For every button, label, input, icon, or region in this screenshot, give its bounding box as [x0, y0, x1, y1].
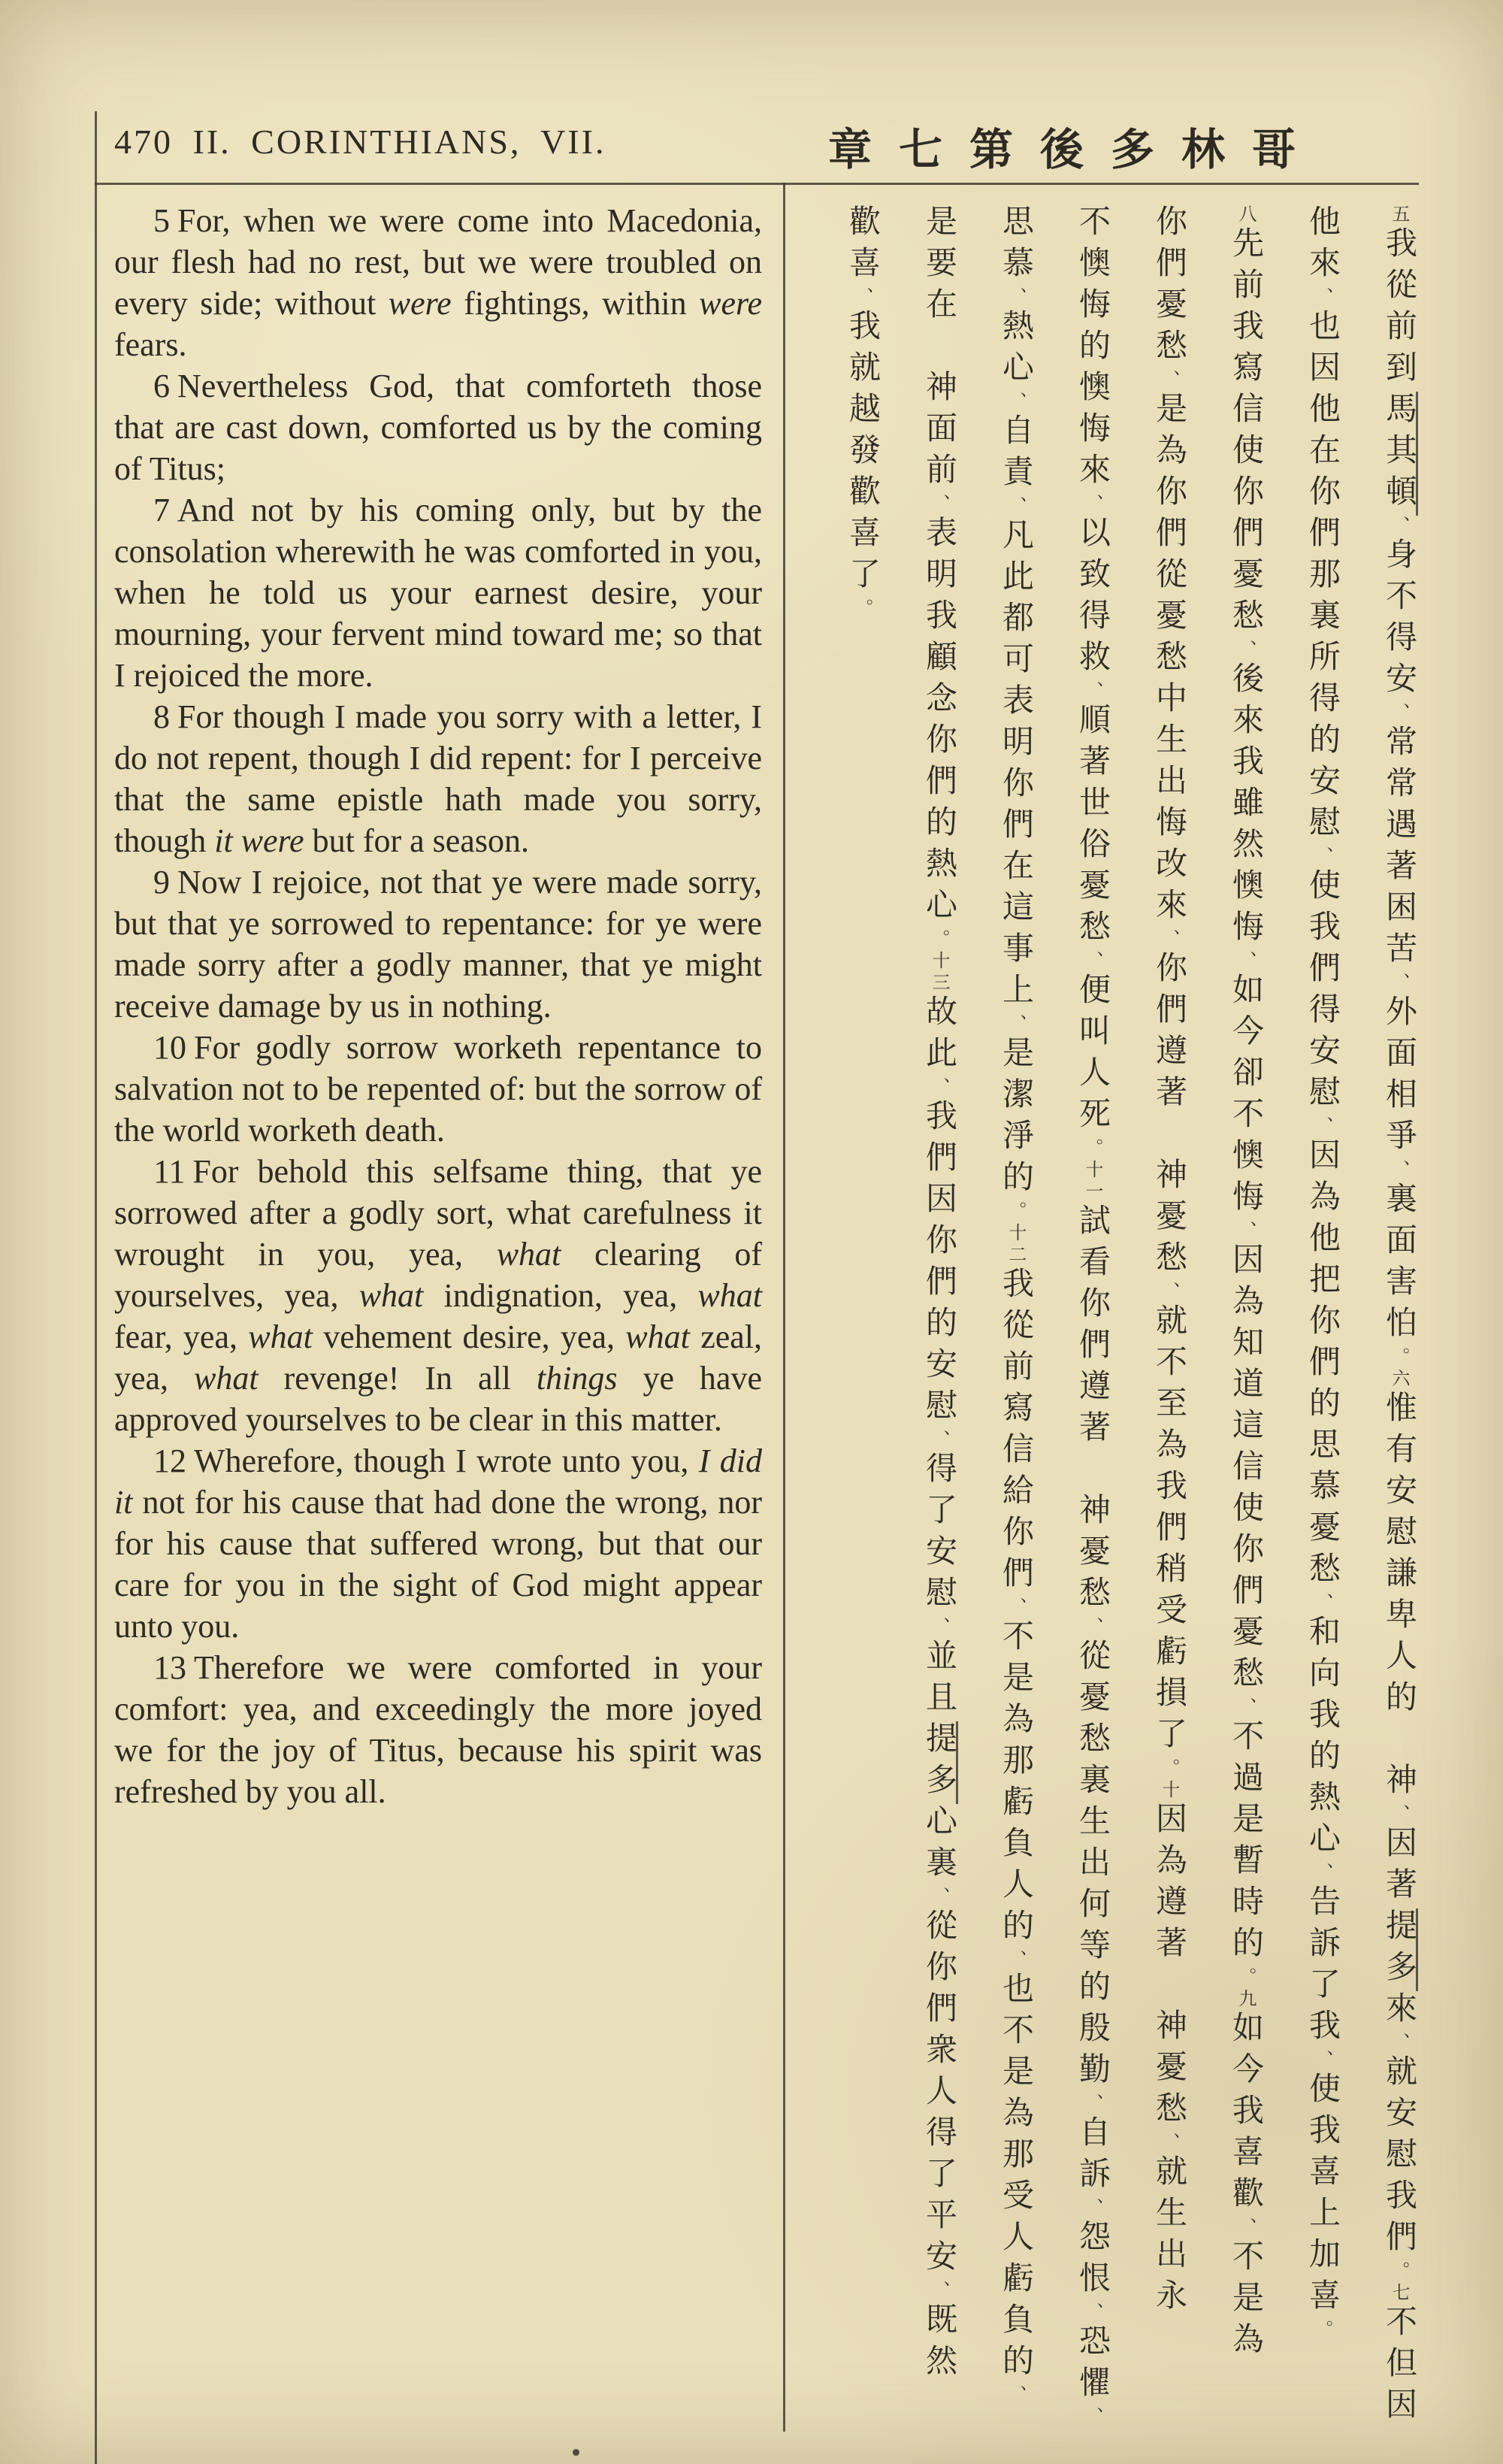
verse-number: 11: [153, 1153, 186, 1190]
verse-paragraph-8: [114, 696, 762, 861]
verse-text: fears.: [114, 326, 187, 363]
header-rule: [95, 183, 1419, 185]
verse-paragraph-12: [114, 1440, 762, 1647]
chinese-punctuation: 、: [1006, 1014, 1025, 1036]
chinese-punctuation: 。: [1082, 1138, 1102, 1160]
chinese-verse-text: 他來、也因他在你們那裏所得的安慰、使我們得安慰、因為他把你們的思慕憂愁、和向我的熱心、告訴了我、使我喜上加喜。: [1305, 204, 1339, 2341]
chinese-punctuation: 。: [1389, 1347, 1408, 1369]
verse-number: 9: [153, 864, 170, 901]
verse-text: Nevertheless God, that comforteth those that are cast down, comforted us by the coming of Titus;: [114, 368, 762, 487]
chinese-verse-text: 不懊悔的懊悔來、以致得救、順著世俗憂愁、便叫人死。: [1075, 204, 1109, 1160]
chinese-punctuation: 、: [929, 1430, 948, 1451]
chinese-punctuation: 。: [929, 929, 948, 951]
chinese-verse-text: 我從前寫信給你們、不是為那虧負人的、也不是為那受人虧負的、: [998, 1267, 1033, 2407]
chinese-punctuation: 、: [1159, 370, 1178, 392]
english-column: [114, 200, 762, 1812]
chinese-column-7: [923, 204, 954, 2429]
verse-number: 13: [153, 1649, 186, 1686]
chinese-punctuation: 、: [929, 2281, 948, 2302]
verse-text: indignation, yea,: [423, 1277, 698, 1314]
chinese-column-5: [1076, 204, 1108, 2429]
chinese-punctuation: 。: [1006, 1201, 1025, 1223]
chinese-punctuation: 、: [1312, 287, 1332, 309]
chinese-column-2: [1306, 204, 1338, 2429]
chinese-punctuation: 、: [1235, 2217, 1255, 2239]
chinese-punctuation: 、: [1082, 2093, 1102, 2115]
chinese-punctuation: 、: [1082, 2407, 1102, 2429]
chinese-punctuation: 、: [1312, 2050, 1332, 2072]
chinese-column-8: [846, 204, 878, 2429]
chinese-punctuation: 、: [852, 287, 872, 309]
italic-text: what: [248, 1318, 313, 1355]
italic-text: it were: [214, 822, 304, 859]
verse-paragraph-5: [114, 200, 762, 365]
chinese-verse-text: 我從前到: [1381, 226, 1416, 392]
chinese-punctuation: 、: [1312, 1116, 1332, 1138]
chinese-punctuation: 、: [1006, 496, 1025, 518]
chinese-punctuation: 。: [1159, 1758, 1178, 1780]
chinese-verse-text: 心裏、從你們衆人得了平安、既然: [921, 1804, 956, 2385]
column-divider-rule: [783, 183, 785, 2432]
italic-text: were: [388, 285, 452, 322]
page-header-chinese: 章七第後多林哥: [827, 126, 1323, 174]
proper-noun-mark: 提多: [1381, 1909, 1418, 1991]
verse-text: And not by his coming only, but by the consolation wherewith he was comforted in you, when he told us your earnest desire, your mourning, your fervent mind toward me; so that I rejoiced the more.: [114, 492, 762, 694]
chinese-punctuation: 、: [1082, 681, 1102, 703]
verse-text: Wherefore, though I wrote unto you,: [194, 1442, 699, 1479]
italic-text: what: [496, 1236, 561, 1273]
chinese-column-6: [999, 204, 1031, 2429]
italic-text: what: [194, 1360, 259, 1397]
italic-text: things: [536, 1360, 618, 1397]
chinese-column-3: [1229, 204, 1261, 2429]
chinese-verse-text: 、身不得安、常常遇著困苦、外面相爭、裏面害怕。: [1381, 516, 1416, 1369]
chinese-column-1: [1383, 204, 1414, 2429]
chinese-punctuation: 、: [1312, 1593, 1332, 1615]
verse-paragraph-13: [114, 1647, 762, 1812]
verse-text: zeal, yea,: [114, 1318, 763, 1397]
chinese-punctuation: 、: [929, 1077, 948, 1099]
chinese-verse-number: 十二: [1006, 1223, 1025, 1267]
chinese-text-block: [795, 204, 1414, 2429]
chinese-punctuation: 、: [1389, 1804, 1408, 1826]
chinese-verse-text: 惟有安慰謙卑人的 神、因著: [1381, 1391, 1416, 1909]
chinese-punctuation: 。: [1312, 2320, 1332, 2341]
proper-noun-mark: 提多: [921, 1721, 958, 1804]
verse-text: ye have approved yourselves to be clear in this matter.: [114, 1360, 762, 1438]
italic-text: what: [358, 1277, 424, 1314]
chinese-verse-text: 試看你們遵著 神憂愁、從憂愁裏生出何等的殷勤、自訴、怨恨、恐懼、: [1075, 1203, 1109, 2429]
verse-number: 8: [153, 698, 170, 735]
verse-text: For, when we were come into Macedonia, our flesh had no rest, but we were troubled on every side; without: [114, 202, 762, 322]
chinese-verse-number: 十一: [1082, 1160, 1102, 1203]
italic-text: I did it: [114, 1442, 762, 1521]
chinese-punctuation: 、: [1389, 516, 1408, 537]
verse-paragraph-11: [114, 1151, 762, 1440]
chinese-punctuation: 、: [1082, 2302, 1102, 2324]
chinese-verse-text: 故此、我們因你們的安慰、得了安慰、並且: [921, 994, 956, 1721]
verse-text: For behold this selfsame thing, that ye sorrowed after a godly sort, what carefulness it wrought in you, yea,: [114, 1153, 762, 1273]
verse-text: For though I made you sorry with a letter, I do not repent, though I did repent: for I perceive that the same epistle hath made you sorry, though: [114, 698, 762, 859]
chinese-punctuation: 、: [1082, 951, 1102, 973]
chinese-punctuation: 、: [1235, 951, 1255, 973]
verse-text: fightings, within: [451, 285, 700, 322]
verse-text: revenge! In all: [258, 1360, 537, 1397]
verse-number: 6: [153, 368, 170, 404]
chinese-punctuation: 、: [1082, 2198, 1102, 2220]
page-header-english: 470 II. CORINTHIANS, VII.: [114, 123, 606, 161]
verse-text: fear, yea,: [114, 1318, 249, 1355]
chinese-verse-number: 九: [1235, 1989, 1255, 2011]
chinese-verse-number: 八: [1235, 204, 1255, 226]
chinese-verse-number: 七: [1389, 2283, 1408, 2305]
left-margin-rule: [95, 111, 97, 2464]
verse-paragraph-7: [114, 489, 762, 696]
verse-number: 5: [153, 202, 170, 239]
printing-artifact-dot: [573, 2449, 579, 2456]
verse-text: For godly sorrow worketh repentance to salvation not to be repented of: but the sorrow of the world worketh death.: [114, 1029, 762, 1149]
chinese-punctuation: 、: [1159, 929, 1178, 951]
chinese-punctuation: 、: [929, 1887, 948, 1909]
chinese-verse-text: 歡喜、我就越發歡喜了。: [845, 204, 879, 620]
chinese-punctuation: 、: [1312, 1863, 1332, 1884]
chinese-punctuation: 、: [1006, 287, 1025, 309]
proper-noun-mark: 馬其頓: [1381, 392, 1418, 516]
chinese-verse-text: 因為遵著 神憂愁、就生出永: [1151, 1802, 1186, 2320]
chinese-verse-text: 不但因: [1381, 2305, 1416, 2429]
chinese-punctuation: 、: [1082, 1617, 1102, 1639]
chinese-punctuation: 、: [1389, 2033, 1408, 2054]
chinese-verse-text: 來、就安慰我們。: [1381, 1991, 1416, 2283]
verse-paragraph-9: [114, 861, 762, 1027]
verse-number: 10: [153, 1029, 186, 1066]
verse-text: vehement desire, yea,: [312, 1318, 626, 1355]
chinese-verse-number: 十: [1159, 1780, 1178, 1802]
chinese-punctuation: 、: [929, 1617, 948, 1639]
chinese-punctuation: 、: [1006, 1597, 1025, 1619]
chinese-punctuation: 、: [929, 494, 948, 516]
verse-number: 12: [153, 1442, 186, 1479]
chinese-punctuation: 、: [1159, 2133, 1178, 2154]
chinese-punctuation: 、: [1006, 2385, 1025, 2407]
chinese-punctuation: 、: [1312, 846, 1332, 868]
chinese-punctuation: 。: [1235, 1967, 1255, 1989]
chinese-verse-number: 五: [1389, 204, 1408, 226]
chinese-verse-number: 六: [1389, 1369, 1408, 1391]
verse-paragraph-10: [114, 1027, 762, 1151]
chinese-punctuation: 、: [1235, 1697, 1255, 1719]
verse-paragraph-6: [114, 365, 762, 489]
chinese-punctuation: 。: [852, 598, 872, 620]
verse-text: Therefore we were comforted in your comfort: yea, and exceedingly the more joyed we for the joy of Titus, because his spirit was refreshed by you all.: [114, 1649, 762, 1810]
chinese-punctuation: 、: [1389, 1160, 1408, 1182]
chinese-verse-text: 如今我喜歡、不是為: [1228, 2011, 1263, 2363]
chinese-verse-text: 是要在 神面前、表明我顧念你們的熱心。: [921, 204, 956, 951]
chinese-verse-text: 你們憂愁、是為你們從憂愁中生出悔改來、你們遵著 神憂愁、就不至為我們稍受虧損了。: [1151, 204, 1186, 1780]
italic-text: what: [697, 1277, 762, 1314]
verse-text: clearing of yourselves, yea,: [114, 1236, 763, 1314]
chinese-punctuation: 、: [1006, 392, 1025, 413]
verse-text: but for a season.: [304, 822, 529, 859]
chinese-verse-text: 先前我寫信使你們憂愁、後來我雖然懊悔、如今卻不懊悔、因為知道這信使你們憂愁、不過是暫時的。: [1228, 226, 1263, 1989]
italic-text: what: [625, 1318, 690, 1355]
verse-text: Now I rejoice, not that ye were made sorry, but that ye sorrowed to repentance: for ye were made sorry after a godly manner, that ye might receive damage by us in nothing.: [114, 864, 762, 1025]
chinese-punctuation: 、: [1235, 1221, 1255, 1243]
chinese-column-4: [1153, 204, 1184, 2429]
verse-text: not for his cause that had done the wrong, nor for his cause that suffered wrong, but that our care for you in the sight of God might appear unto you.: [114, 1484, 762, 1645]
chinese-punctuation: 、: [1235, 640, 1255, 661]
chinese-punctuation: 、: [1082, 494, 1102, 516]
chinese-verse-number: 十三: [929, 951, 948, 994]
verse-number: 7: [153, 492, 170, 528]
chinese-punctuation: 、: [1389, 703, 1408, 725]
chinese-verse-text: 思慕、熱心、自責、凡此都可表明你們在這事上、是潔淨的。: [998, 204, 1033, 1223]
chinese-punctuation: 、: [1389, 973, 1408, 994]
chinese-punctuation: 、: [1159, 1282, 1178, 1303]
italic-text: were: [699, 285, 763, 322]
chinese-punctuation: 。: [1389, 2261, 1408, 2283]
chinese-punctuation: 、: [1006, 1950, 1025, 1972]
